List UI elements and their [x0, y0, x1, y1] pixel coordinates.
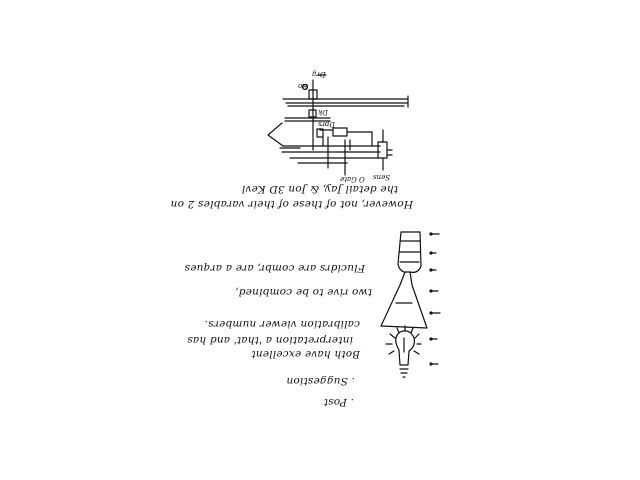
handwritten-line: the detail Jay, & Jon 3D Kevl — [241, 183, 398, 195]
flask-drawing — [381, 232, 440, 365]
handwritten-line: Both have excellent — [251, 348, 360, 360]
bulb-drawing — [386, 326, 421, 377]
circuit-label-mid1: Dk — [318, 108, 328, 116]
circuit-label-top: Drg — [312, 70, 326, 78]
handwritten-line: . Suggestion — [286, 375, 355, 387]
circuit-label-left: Ro — [298, 82, 308, 90]
handwritten-line: . Post — [323, 396, 354, 408]
handwritten-line: However, not of these of their varables 2 on — [170, 198, 413, 210]
circuit-label-mid2: Dprs — [318, 120, 336, 128]
circuit-diagram — [268, 75, 408, 175]
handwritten-line: Flucidrs are combr, are a arques — [184, 262, 365, 274]
handwritten-line: calibration viewer numbers. — [204, 318, 360, 330]
circuit-label-bottom: O Gate — [340, 175, 365, 183]
handwritten-line: interpretation a 'that' and has — [187, 334, 353, 346]
circuit-label-right: Sens — [373, 173, 391, 181]
handwritten-line: two rive to be combined, — [235, 286, 372, 298]
